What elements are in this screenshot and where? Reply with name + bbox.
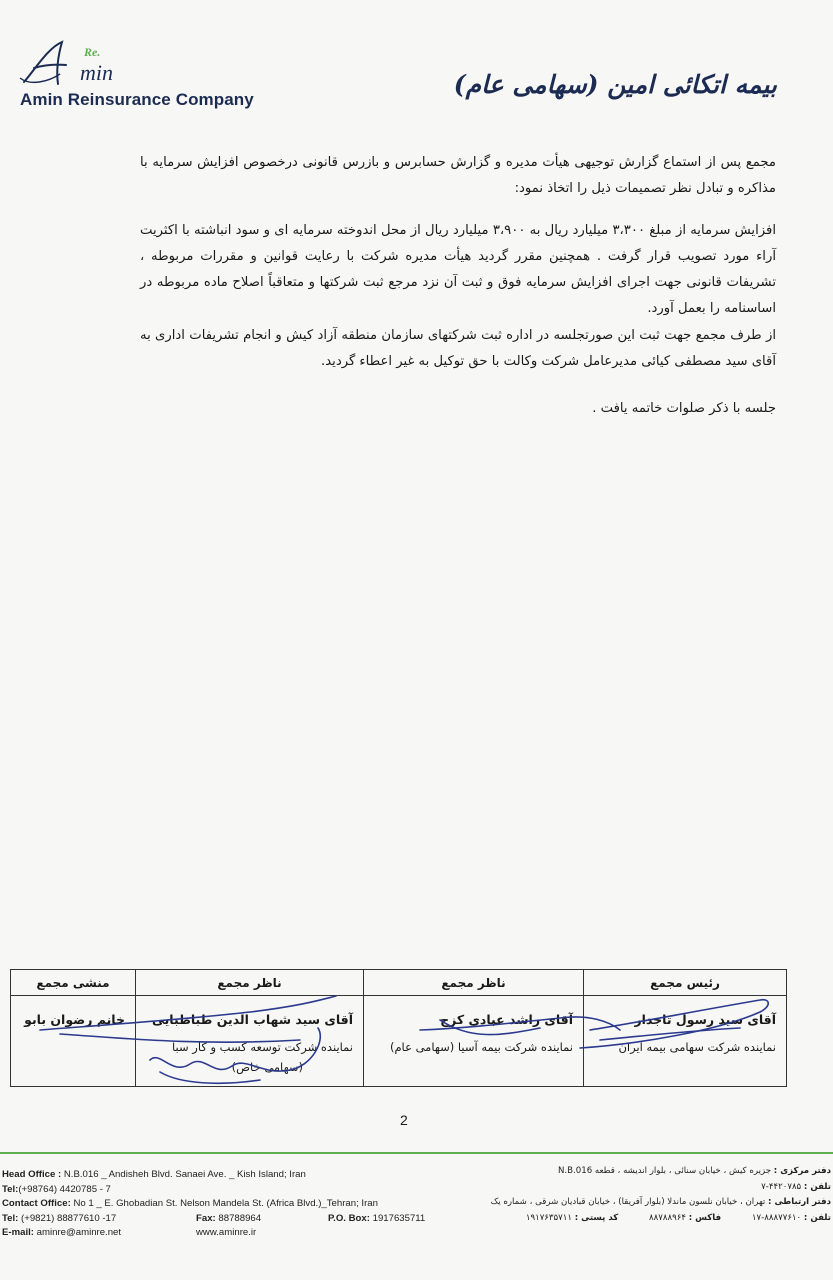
en-head-label: Head Office : <box>2 1169 62 1180</box>
logo-re-text: Re. <box>84 45 101 59</box>
observer-2-name: آقای راشد عبادی کزج <box>440 1012 573 1027</box>
en-tel1: (+98764) 4420785 - 7 <box>18 1183 111 1195</box>
fa-po-label: کد پستی : <box>574 1212 619 1223</box>
fa-contact-label: دفتر ارتباطی : <box>768 1197 831 1207</box>
chairman-rep: نماینده شرکت سهامی بیمه ایران <box>618 1040 776 1054</box>
signature-cell-observer-2 <box>363 996 583 1086</box>
company-name-fa: بیمه اتکائی امین (سهامی عام) <box>453 70 777 99</box>
svg-text:min: min <box>80 60 113 85</box>
fa-tel1: ۴۴۲۰۷۸۵-۷ <box>761 1181 802 1192</box>
paragraph-3: از طرف مجمع جهت ثبت این صورتجلسه در اداره ثبت شرکتهای سازمان منطقه آزاد کیش و انجام تشریفات اداری به آقای سید مصطفی کیائی مدیرعامل شرکت وکالت با حق توکیل به غیر اعطاء گردید. <box>140 328 776 369</box>
signature-cell-secretary <box>11 996 135 1086</box>
en-fax: 88788964 <box>218 1212 262 1224</box>
en-contact-address: No 1 _ E. Ghobadian St. Nelson Mandela St. (Africa Blvd.)_Tehran; Iran <box>73 1198 378 1209</box>
en-po-label: P.O. Box: <box>328 1212 370 1224</box>
fa-contact-address: تهران ، خیابان نلسون ماندلا (بلوار آفریقا) ، خیابان قبادیان شرقی ، شماره یک <box>490 1197 766 1207</box>
observer-1-rep: نماینده شرکت توسعه کسب و کار سبا <box>172 1040 353 1054</box>
paragraph-4: جلسه با ذکر صلوات خاتمه یافت . <box>592 401 776 416</box>
header-secretary: منشی مجمع <box>11 970 135 996</box>
fa-po: ۱۹۱۷۶۳۵۷۱۱ <box>525 1212 573 1223</box>
fa-fax-label: فاکس : <box>688 1212 722 1223</box>
footer-english <box>2 1168 472 1241</box>
page-number: 2 <box>400 1112 408 1128</box>
en-website[interactable]: www.aminre.ir <box>196 1227 257 1238</box>
header-chairman: رئیس مجمع <box>583 970 786 996</box>
fa-head-label: دفتر مرکزی : <box>773 1166 831 1176</box>
header-observer-2: ناظر مجمع <box>363 970 583 996</box>
fa-head-address: جزیره کیش ، خیابان سنائی ، بلوار اندیشه ، قطعه N.B.016 <box>557 1166 772 1176</box>
paragraph-2: افزایش سرمایه از مبلغ ۳،۳۰۰ میلیارد ریال به ۳،۹۰۰ میلیارد ریال از محل اندوخته سرمایه ای و سود انباشته با اکثریت آراء مورد تصویب قرار گرفت . همچنین مقرر گردید هیأت مدیره شرکت با رعایت قوانین و مقررات مربوطه ، تشریفات قانونی جهت اجرای افزایش سرمایه فوق و ثبت آن نزد مرجع ثبت شرکتها و متعاقباً اصلاح ماده مربوطه در اساسنامه را بعمل آورد. <box>140 223 777 316</box>
en-po: 1917635711 <box>372 1212 426 1224</box>
signature-table <box>10 969 787 1087</box>
en-fax-label: Fax: <box>196 1212 216 1224</box>
fa-fax: ۸۸۷۸۸۹۶۴ <box>649 1212 686 1223</box>
observer-1-name: آقای سید شهاب الدین طباطبایی <box>151 1012 353 1027</box>
chairman-name: آقای سید رسول تاجدار <box>634 1012 776 1027</box>
signature-cell-chairman <box>583 996 786 1086</box>
fa-tel2: ۸۸۸۷۷۶۱۰-۱۷ <box>751 1212 802 1223</box>
fa-tel1-label: تلفن : <box>803 1181 831 1192</box>
header-observer-1: ناظر مجمع <box>135 970 363 996</box>
company-name-en: Amin Reinsurance Company <box>20 90 254 109</box>
en-tel2: (+9821) 88877610 -17 <box>21 1212 117 1224</box>
en-email[interactable]: aminre@aminre.net <box>36 1227 122 1238</box>
secretary-name: خانم رضوان بابو <box>24 1012 125 1027</box>
footer-divider <box>0 1152 833 1154</box>
amin-re-logo <box>18 38 158 90</box>
en-tel2-label: Tel: <box>2 1212 19 1224</box>
fa-tel2-label: تلفن : <box>803 1212 831 1223</box>
observer-2-rep: نماینده شرکت بیمه آسیا (سهامی عام) <box>389 1040 573 1054</box>
en-contact-label: Contact Office: <box>2 1198 71 1209</box>
observer-1-rep-extra: (سهامی خاص) <box>231 1060 303 1074</box>
en-head-address: N.B.016 _ Andisheh Blvd. Sanaei Ave. _ Kish Island; Iran <box>63 1169 306 1180</box>
paragraph-1: مجمع پس از استماع گزارش توجیهی هیأت مدیره و گزارش حسابرس و بازرس قانونی درخصوص افزایش سرمایه با مذاکره و تبادل نظر تصمیمات ذیل را اتخاذ نمود: <box>140 155 776 196</box>
signature-cell-observer-1 <box>135 996 363 1086</box>
en-tel1-label: Tel: <box>2 1183 19 1195</box>
footer-persian <box>490 1164 831 1226</box>
en-email-label: E-mail: <box>2 1227 34 1238</box>
